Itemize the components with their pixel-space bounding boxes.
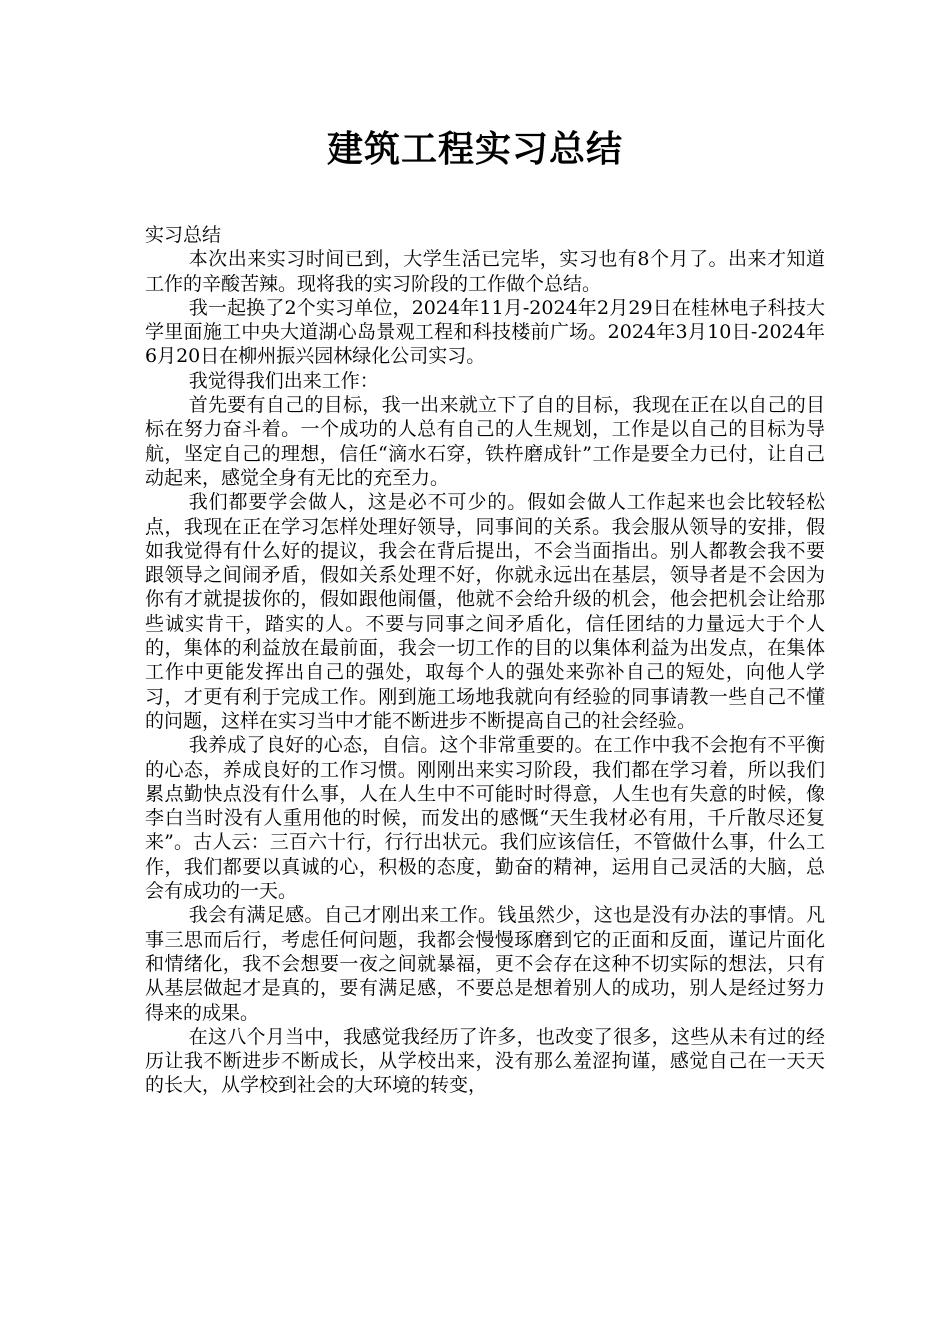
paragraph-4: 首先要有自己的目标，我一出来就立下了自的目标，我现在正在以自己的目标在努力奋斗着。一个成功的人总有自己的人生规划，工作是以自己的目标为导航，坚定自己的理想，信任“滴水石穿，铁杵磨成针”工作是要全力已付，让自己动起来，感觉全身有无比的充至力。 (145, 394, 825, 489)
document-title: 建筑工程实习总结 (326, 129, 623, 170)
paragraph-7: 我会有满足感。自己才刚出来工作。钱虽然少，这也是没有办法的事情。凡事三思而后行，考虑任何问题，我都会慢慢琢磨到它的正面和反面，谨记片面化和情绪化，我不会想要一夜之间就暴福，更不会存在这种不切实际的想法，只有从基层做起才是真的，要有满足感，不要总是想着别人的成功，别人是经过努力得来的成果。 (145, 904, 825, 1024)
document-body (145, 223, 825, 1098)
paragraph-6: 我养成了良好的心态，自信。这个非常重要的。在工作中我不会抱有不平衡的心态，养成良好的工作习惯。刚刚出来实习阶段，我们都在学习着，所以我们累点勤快点没有什么事，人在人生中不可能时时得意，人生也有失意的时候，像李白当时没有人重用他的时候，而发出的感慨“天生我材必有用，千斤散尽还复来”。古人云：三百六十行，行行出状元。我们应该信任，不管做什么事，什么工作，我们都要以真诚的心，积极的态度，勤奋的精神，运用自己灵活的大脑，总会有成功的一天。 (145, 734, 825, 903)
paragraph-2: 我一起换了2个实习单位，2024年11月-2024年2月29日在桂林电子科技大学里面施工中央大道湖心岛景观工程和科技楼前广场。2024年3月10日-2024年6月20日在柳州振兴园林绿化公司实习。 (145, 296, 825, 368)
section-heading: 实习总结 (145, 224, 222, 246)
paragraph-1: 本次出来实习时间已到，大学生活已完毕，实习也有8个月了。出来才知道工作的辛酸苦辣。现将我的实习阶段的工作做个总结。 (145, 248, 825, 295)
paragraph-5: 我们都要学会做人，这是必不可少的。假如会做人工作起来也会比较轻松点，我现在正在学习怎样处理好领导，同事间的关系。我会服从领导的安排，假如我觉得有什么好的提议，我会在背后提出，不会当面指出。别人都教会我不要跟领导之间闹矛盾，假如关系处理不好，你就永远出在基层，领导者是不会因为你有才就提拔你的，假如跟他闹僵，他就不会给升级的机会，他会把机会让给那些诚实肯干，踏实的人。不要与同事之间矛盾化，信任团结的力量远大于个人的，集体的利益放在最前面，我会一切工作的目的以集体利益为出发点，在集体工作中更能发挥出自己的强处，取每个人的强处来弥补自己的短处，向他人学习，才更有利于完成工作。刚到施工场地我就向有经验的同事请教一些自己不懂的问题，这样在实习当中才能不断进步不断提高自己的社会经验。 (145, 491, 825, 732)
paragraph-3: 我觉得我们出来工作： (188, 369, 379, 392)
paragraph-8: 在这八个月当中，我感觉我经历了许多，也改变了很多，这些从未有过的经历让我不断进步不断成长，从学校出来，没有那么羞涩拘谨，感觉自己在一天天的长大，从学校到社会的大环境的转变， (145, 1025, 825, 1097)
